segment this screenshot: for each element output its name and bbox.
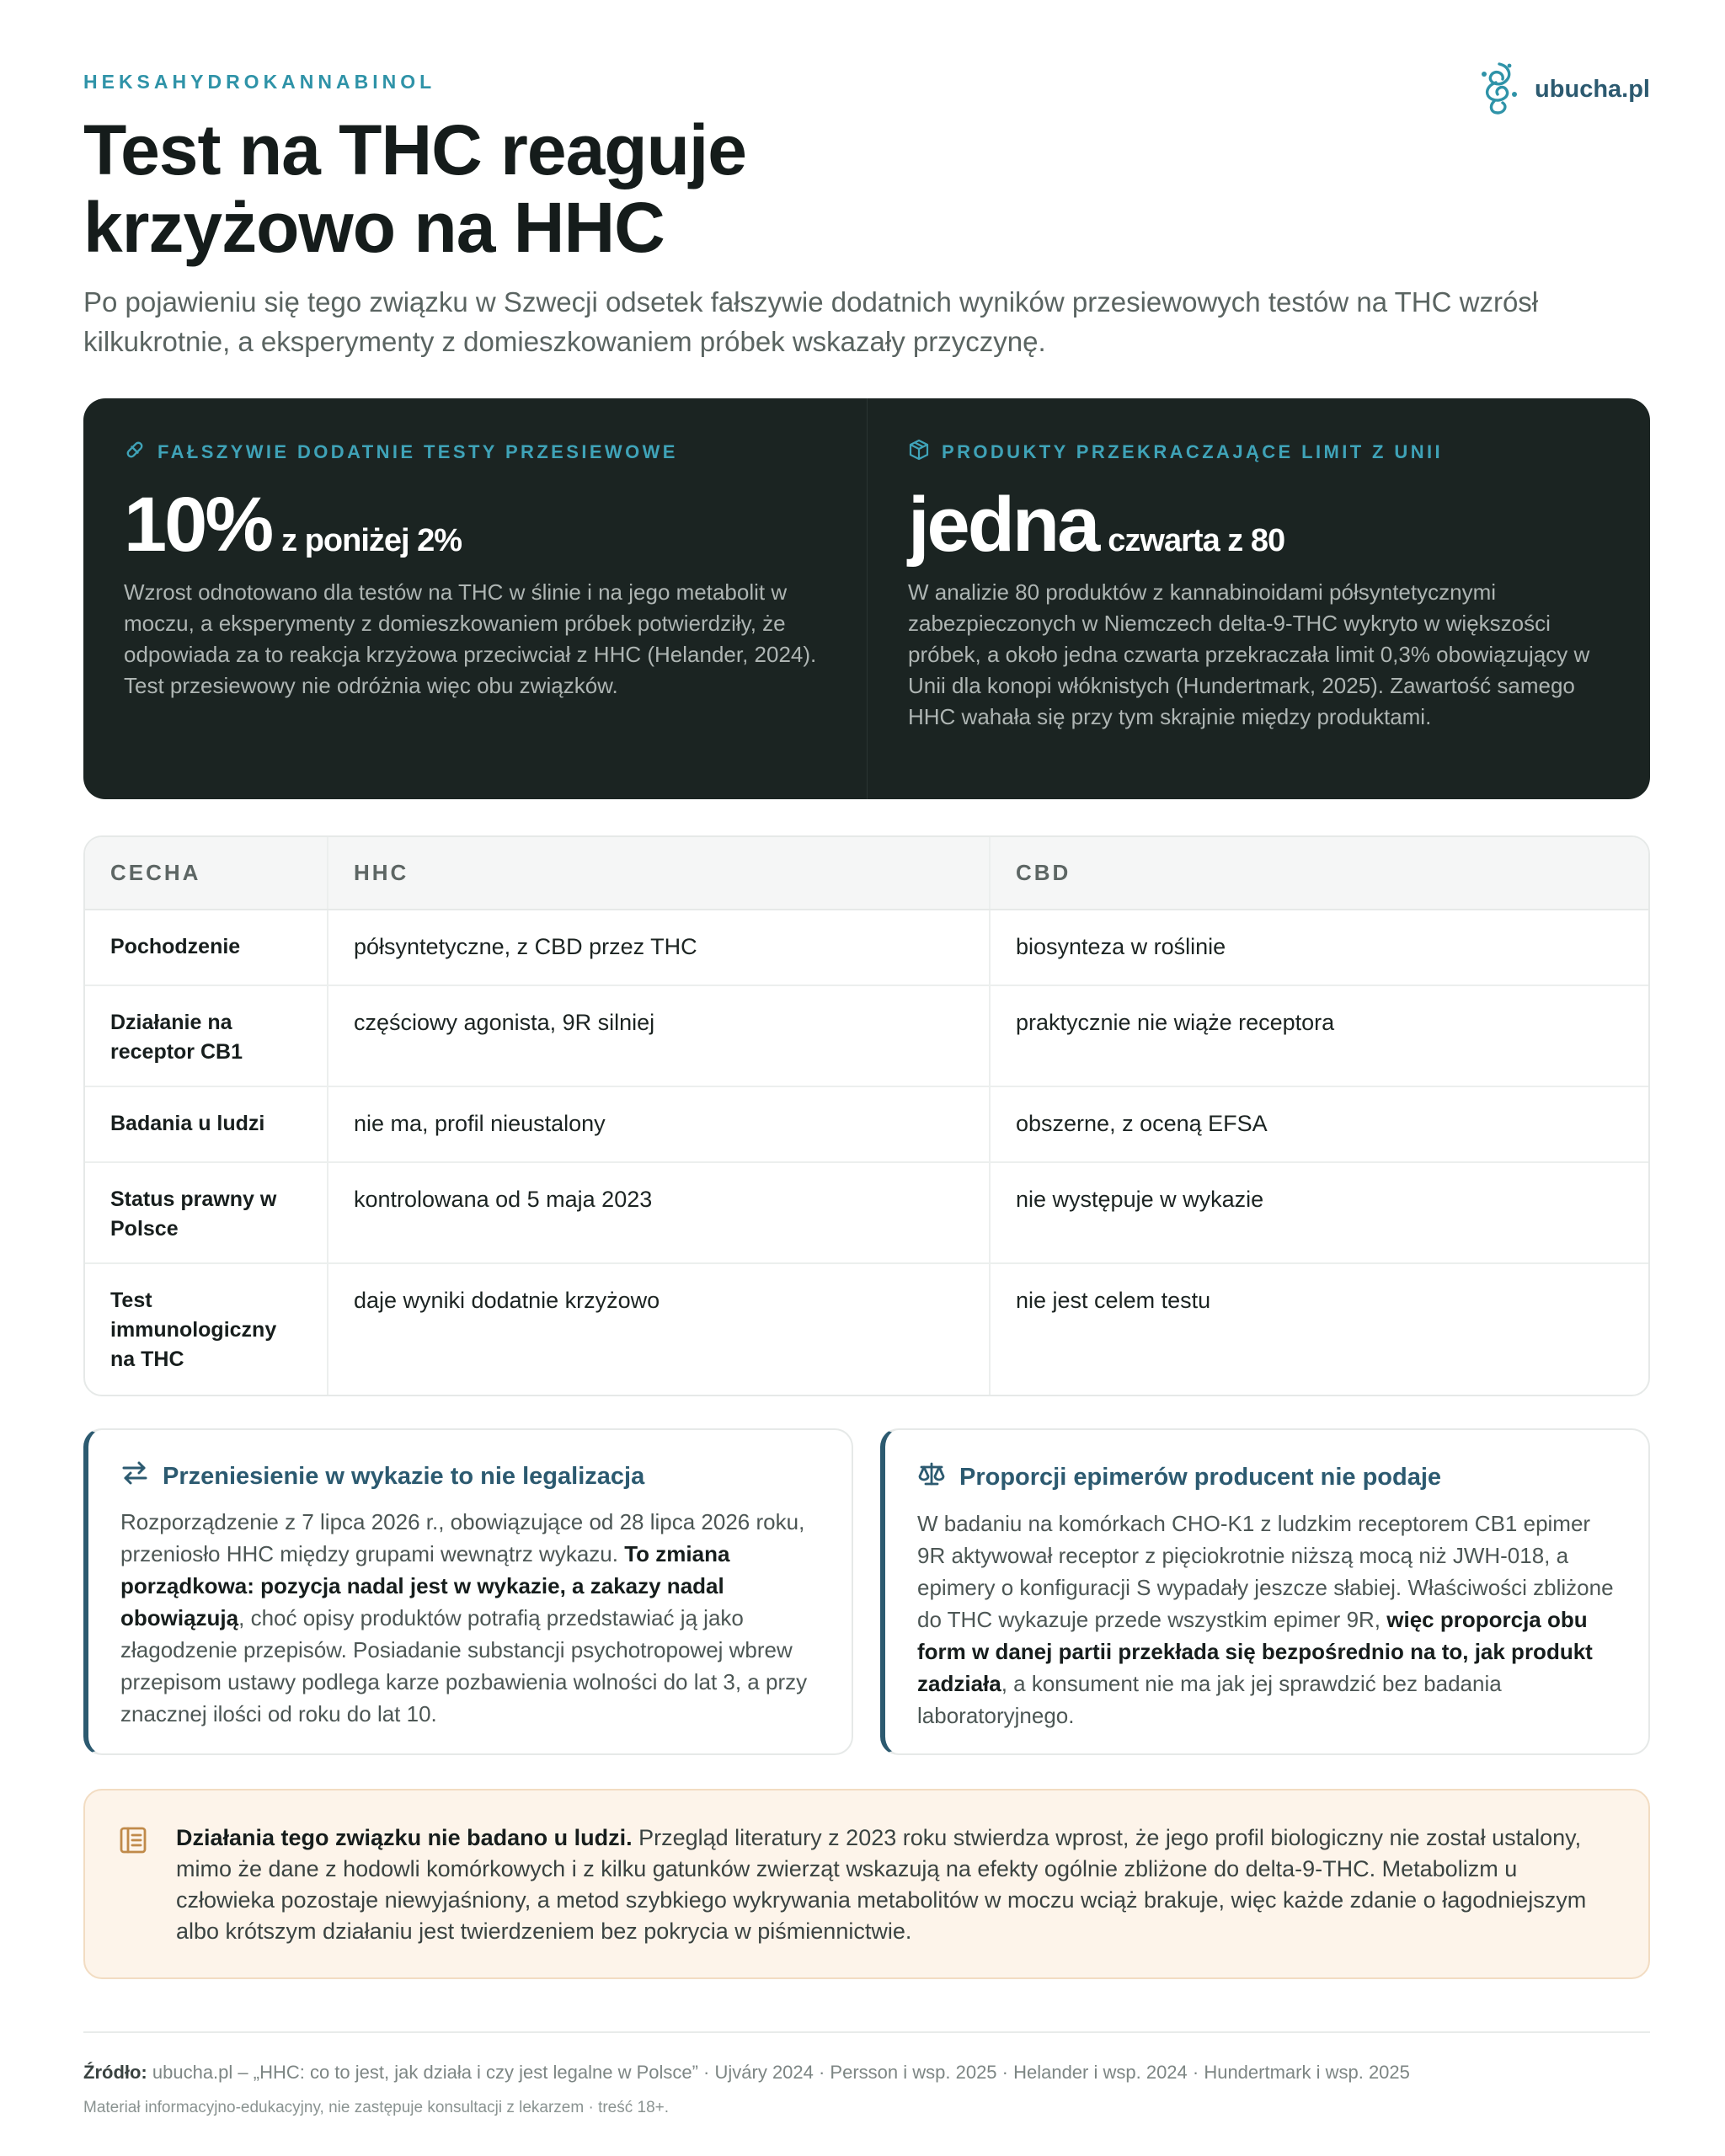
table-row <box>85 1086 1648 1162</box>
table-row <box>85 985 1648 1086</box>
callout-title <box>917 1460 1618 1494</box>
footer-divider <box>83 2031 1650 2033</box>
cbd-cell: nie występuje w wykazie <box>990 1162 1648 1263</box>
column-header: HHC <box>328 837 990 910</box>
callout-text <box>917 1508 1618 1732</box>
logo-icon <box>1476 57 1523 122</box>
hhc-cell: nie ma, profil nieustalony <box>328 1086 990 1162</box>
document-icon <box>119 1826 147 1859</box>
swap-arrows-icon <box>120 1460 149 1492</box>
comparison-table <box>83 835 1650 1396</box>
stat-big-sub: z poniżej 2% <box>281 523 462 558</box>
note-text <box>176 1822 1606 1947</box>
callout-epimers <box>880 1428 1650 1755</box>
stat-label <box>124 439 826 466</box>
logo[interactable] <box>1476 57 1650 122</box>
hhc-cell: półsyntetyczne, z CBD przez THC <box>328 910 990 985</box>
table-row <box>85 1162 1648 1263</box>
scale-icon <box>917 1460 946 1494</box>
table-row <box>85 1263 1648 1395</box>
hhc-cell: daje wyniki dodatnie krzyżowo <box>328 1263 990 1395</box>
callout-text-part: Rozporządzenie z 7 lipca 2026 r., obowiązujące od 28 lipca 2026 roku, przeniosło HHC między grupami wewnątrz wykazu. <box>120 1509 805 1566</box>
stat-value <box>124 482 826 568</box>
feature-cell: Badania u ludzi <box>85 1086 328 1162</box>
footer-source <box>83 2062 1410 2084</box>
hhc-cell: kontrolowana od 5 maja 2023 <box>328 1162 990 1263</box>
table-header-row <box>85 837 1648 910</box>
title-line-1: Test na THC reaguje <box>83 110 746 189</box>
stat-big-number: jedna <box>908 482 1098 568</box>
hhc-cell: częściowy agonista, 9R silniej <box>328 985 990 1086</box>
callout-legal <box>83 1428 853 1755</box>
footer-disclaimer: Materiał informacyjno-edukacyjny, nie zastępuje konsultacji z lekarzem · treść 18+. <box>83 2099 670 2116</box>
logo-text: ubucha.pl <box>1535 76 1650 103</box>
lead-paragraph: Po pojawieniu się tego związku w Szwecji odsetek fałszywie dodatnich wyników przesiewowych testów na THC wzrósł kilkukrotnie, a eksperymenty z domieszkowaniem próbek wskazały przyczynę. <box>83 286 1539 357</box>
callout-title-text: Proporcji epimerów producent nie podaje <box>959 1463 1442 1491</box>
stats-card <box>83 398 1650 799</box>
stat-big-sub: czwarta z 80 <box>1108 523 1285 558</box>
stat-label-text: PRODUKTY PRZEKRACZAJĄCE LIMIT Z UNII <box>942 441 1444 462</box>
title-line-2: krzyżowo na HHC <box>83 188 665 267</box>
feature-cell: Test immunologiczny na THC <box>85 1263 328 1395</box>
feature-cell: Status prawny w Polsce <box>85 1162 328 1263</box>
column-header: CECHA <box>85 837 328 910</box>
stat-false-positives <box>83 398 867 799</box>
kicker: HEKSAHYDROKANNABINOL <box>83 71 436 93</box>
stat-products-over-limit <box>867 398 1650 799</box>
stat-description: Wzrost odnotowano dla testów na THC w ślinie i na jego metabolit w moczu, a eksperymenty z domieszkowaniem próbek potwierdziły, że odpowiada za to reakcja krzyżowa przeciwciał z HHC (Helander, 2024). Test przesiewowy nie odróżnia więc obu związków. <box>124 579 817 698</box>
stat-label-text: FAŁSZYWIE DODATNIE TESTY PRZESIEWOWE <box>158 441 678 462</box>
note-body: Przegląd literatury z 2023 roku stwierdza wprost, że jego profil biologiczny nie został ustalony, mimo że dane z hodowli komórkowych i z kilku gatunków zwierząt wskazują na efekty ogólnie zbliżone do delta-9-THC. Metabolizm u człowieka pozostaje niewyjaśniony, a metod szybkiego wykrywania metabolitów w moczu wciąż brakuje, więc każde zdanie o łagodniejszym albo krótszym działaniu jest twierdzeniem bez pokrycia w piśmiennictwie. <box>176 1825 1587 1944</box>
cbd-cell: praktycznie nie wiąże receptora <box>990 985 1648 1086</box>
warning-note <box>83 1789 1650 1979</box>
feature-cell: Pochodzenie <box>110 935 241 958</box>
callout-text-part: , a konsument nie ma jak jej sprawdzić bez badania laboratoryjnego. <box>917 1671 1502 1728</box>
callout-text-bold: To zmiana porządkowa: pozycja nadal jest w wykazie, a zakazy nadal obowiązują <box>120 1541 730 1630</box>
callout-text-part: , choć opisy produktów potrafią przedstawiać ją jako złagodzenie przepisów. Posiadanie substancji psychotropowej wbrew przepisom ustawy podlega karze pozbawienia wolności do lat 3, a przy znacznej ilości od roku do lat 10. <box>120 1605 808 1726</box>
stat-description: W analizie 80 produktów z kannabinoidami półsyntetycznymi zabezpieczonych w Niemczech delta-9-THC wykryto w większości próbek, a około jedna czwarta przekraczała limit 0,3% obowiązujący w Unii dla konopi włóknistych (Hundertmark, 2025). Zawartość samego HHC wahała się przy tym skrajnie między produktami. <box>908 579 1590 729</box>
table-row <box>85 910 1648 985</box>
column-header: CBD <box>990 837 1648 910</box>
page-title <box>83 111 1010 266</box>
callout-text-bold: więc proporcja obu form w danej partii przekłada się bezpośrednio na to, jak produkt zadziała <box>917 1607 1593 1696</box>
cbd-cell: obszerne, z oceną EFSA <box>990 1086 1648 1162</box>
callout-title-text: Przeniesienie w wykazie to nie legalizacja <box>163 1462 645 1490</box>
stat-value <box>908 482 1610 568</box>
footer-source-text: ubucha.pl – „HHC: co to jest, jak działa i czy jest legalne w Polsce” · Ujváry 2024 · Persson i wsp. 2025 · Helander i wsp. 2024 · Hundertmark i wsp. 2025 <box>147 2062 1410 2083</box>
pill-icon <box>124 439 146 466</box>
package-icon <box>908 439 930 466</box>
cbd-cell: biosynteza w roślinie <box>990 910 1648 985</box>
footer-source-label: Źródło: <box>83 2062 147 2083</box>
callout-title <box>120 1460 821 1492</box>
stat-label <box>908 439 1610 466</box>
stat-big-number: 10% <box>124 482 272 568</box>
feature-cell: Działanie na receptor CB1 <box>85 985 328 1086</box>
callout-text <box>120 1506 821 1730</box>
note-bold: Działania tego związku nie badano u ludzi. <box>176 1825 633 1850</box>
cbd-cell: nie jest celem testu <box>990 1263 1648 1395</box>
callout-text-part: W badaniu na komórkach CHO-K1 z ludzkim receptorem CB1 epimer 9R aktywował receptor z pięciokrotnie niższą mocą niż JWH-018, a epimery o konfiguracji S wypadały jeszcze słabiej. Właściwości zbliżone do THC wykazuje przede wszystkim epimer 9R, <box>917 1511 1614 1632</box>
